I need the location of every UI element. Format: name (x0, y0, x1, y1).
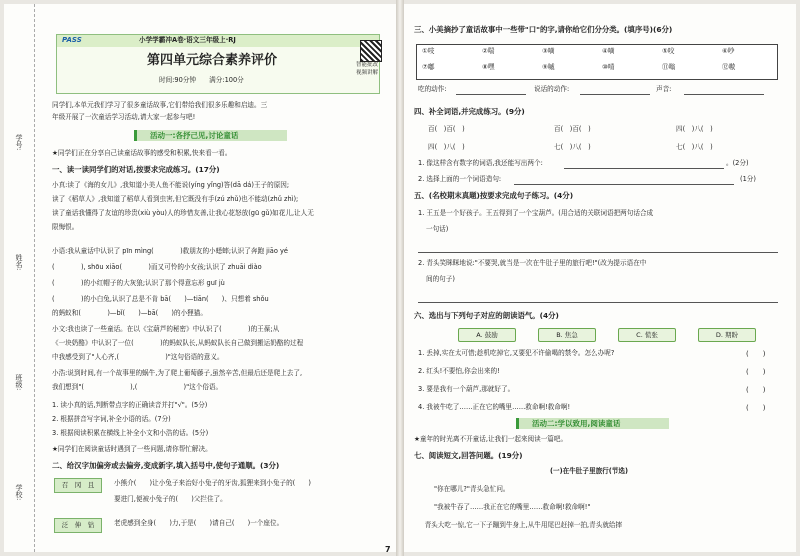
dialog-line: 小真:读了《海的女儿》,我知道小美人鱼不能说(yíng yǐng)答(dā dá)王子的原因; (52, 181, 290, 189)
answer-paren[interactable]: ( ) (746, 404, 766, 412)
idiom-blank: 百( )百( ) (554, 125, 591, 133)
dialog-line: 我们想到"( ),( )"这个俗语。 (52, 383, 223, 391)
answer-paren[interactable]: ( ) (746, 386, 766, 394)
q5-sentence-2b: 间的句子) (426, 275, 455, 283)
kou-char: ⑪嗡 (662, 63, 676, 71)
answer-line[interactable] (564, 168, 724, 169)
right-page (404, 4, 796, 552)
kou-char: ⑨嘁 (542, 63, 555, 71)
book-spine (396, 0, 404, 556)
tone-option-label: C. 慌张 (636, 331, 658, 339)
page-number: 7 (385, 545, 391, 552)
activity1-star: ★同学们正在分享自己读童话故事的感受和积累,快来看一看。 (52, 149, 232, 157)
page-title: 第四单元综合素养评价 (147, 53, 278, 68)
answer-line[interactable] (514, 184, 734, 185)
answer-paren[interactable]: ( ) (746, 350, 766, 358)
kou-char: ⑩啃 (602, 63, 615, 71)
activity1-title: 活动一:各抒己见,讨论童话 (150, 131, 239, 140)
tone-option-label: B. 焦急 (556, 331, 578, 339)
student-info-strip (8, 4, 44, 552)
kou-char: ①吱 (422, 47, 435, 55)
char-group-1 (54, 478, 102, 493)
kou-char: ⑧嘿 (482, 63, 495, 71)
dialog-line: 小浩:说到时间,有一个故事里的蜗牛,为了爬上葡萄藤子,虽然辛苦,但最后还是爬上去了, (52, 369, 303, 377)
activity2-star: ★童年的时光离不开童话,让我们一起来阅读一篇吧。 (414, 435, 568, 443)
q3-heading: 三、小美摘抄了童话故事中一些带"口"的字,请你给它们分分类。(填序号)(6分) (414, 25, 673, 34)
kou-char: ③嘀 (542, 47, 555, 55)
dialog-line: 小语:我从童话中认识了 pīn mìng( )救朋友的小蟋蟀;认识了奔跑 jiāo yé (52, 247, 288, 255)
label-name: 姓名: (15, 254, 23, 271)
answer-line[interactable] (580, 94, 650, 95)
q2-heading: 二、给汉字加偏旁或去偏旁,变成新字,填入括号中,使句子通顺。(3分) (52, 461, 280, 470)
char-group-1-text: 召 冈 且 (61, 481, 95, 489)
dialog-line: 限悔恨。 (52, 223, 79, 231)
intro-line-1: 同学们,本单元我们学习了很多童话故事,它们带给我们很多乐趣和启迪。三 (52, 101, 268, 109)
q1-sub-1: 1. 读小真的话,判断带点字的正确读音并打"√"。(5分) (52, 401, 208, 409)
q2-sentence-1a: 小熊介( )让小兔子来治好小兔子的牙齿,狐狸来到小兔子的( ) (114, 479, 312, 487)
title-banner (56, 34, 380, 94)
activity1-star-2: ★同学们在阅读童话时遇到了一些问题,请你帮忙解决。 (52, 445, 212, 453)
kou-char: ⑦嘟 (422, 63, 435, 71)
story-line: "我被牛吞了……我正在它的嘴里……救命啊!救命啊!" (434, 503, 591, 511)
q6-item: 2. 红头!不要怕,你会出来的! (418, 367, 500, 375)
q6-heading: 六、选出与下列句子对应的朗读语气。(4分) (414, 311, 559, 320)
answer-line[interactable] (684, 94, 764, 95)
kou-char: ⑥吵 (722, 47, 735, 55)
q5-sentence-2: 2. 青头笑眯眯地说:"不要哭,就当是一次在牛肚子里的旅行吧!"(改为提示语在中 (418, 259, 647, 267)
tone-option (698, 328, 756, 342)
qr-note-2: 视频讲解 (356, 70, 379, 76)
qr-note-1: 智能批改 (356, 62, 379, 68)
exam-meta: 时间:90分钟 满分:100分 (159, 76, 244, 84)
q5-sentence-1: 1. 王五是一个好孩子。王五得到了一个宝葫芦。(用合适的关联词语把两句话合成 (418, 209, 654, 217)
left-page (4, 4, 396, 552)
q5-sentence-1b: 一句话) (426, 225, 449, 233)
series-name: 小学学霸冲A卷·语文三年级上·RJ (139, 36, 236, 44)
story-line: 青头大吃一惊,它一下子蹦到牛身上,从牛用尾巴赶掉一拍,青头就给摔 (418, 521, 623, 529)
q6-item: 3. 要是我有一个葫芦,那就好了。 (418, 385, 515, 393)
idiom-blank: 百( )百( ) (428, 125, 465, 133)
q4-sub-2-score: (1分) (740, 175, 756, 183)
dialog-line: 《一块奶酪》中认识了一位( )的蚂蚁队长,从蚂蚁队长自己做到搬运奶酪的过程 (52, 339, 304, 347)
dialog-line: ( )的小白兔,认识了总是不肯 bā( )—tiān( )、只想着 shǒu (52, 295, 269, 303)
story-title: (一)在牛肚子里旅行(节选) (550, 467, 628, 475)
qr-code-icon[interactable] (360, 40, 382, 62)
answer-paren[interactable]: ( ) (746, 368, 766, 376)
answer-line[interactable] (418, 302, 778, 303)
q4-sub-2: 2. 选择上面的一个词语造句: (418, 175, 502, 183)
dialog-line: 小文:我也读了一些童话。在以《宝葫芦的秘密》中认识了( )的王葆;从 (52, 325, 280, 333)
q1-heading: 一、读一读同学们的对话,按要求完成练习。(17分) (52, 165, 220, 174)
idiom-blank: 七( )八( ) (554, 143, 591, 151)
dialog-line: 的蚂蚁和( )—bǐ( )—bā( )的小狸猫。 (52, 309, 207, 317)
story-line: "你在哪儿?"青头急忙问。 (434, 485, 510, 493)
dialog-line: 读了童话我懂得了友谊的珍贵(xiù yòu)人的珍惜友善,让我心花怒放(gū gǔ)如花儿,让人无 (52, 209, 314, 217)
answer-line[interactable] (456, 94, 526, 95)
q4-sub-1: 1. 像这样含有数字的词语,我还能写出两个: (418, 159, 543, 167)
tone-option-label: D. 期盼 (715, 331, 739, 339)
q4-heading: 四、补全词语,并完成练习。(9分) (414, 107, 525, 116)
tone-option-label: A. 鼓励 (476, 331, 498, 339)
label-school: 学校: (15, 484, 23, 501)
char-group-2-text: 泛 伸 钻 (61, 521, 95, 529)
q7-heading: 七、阅读短文,回答问题。(19分) (414, 451, 523, 460)
q6-item: 1. 丢掉,实在太可惜;趁机吃掉它,又要犯不许偷喝的禁令。怎么办呢? (418, 349, 615, 357)
kou-char: ②喘 (482, 47, 495, 55)
q1-sub-3: 3. 根据阅读积累在横线上补全小文和小浩的话。(5分) (52, 429, 209, 437)
q1-sub-2: 2. 根据拼音写字词,补全小语的话。(7分) (52, 415, 171, 423)
answer-line[interactable] (418, 252, 778, 253)
kou-category-speak: 说话的动作: (534, 85, 570, 93)
dialog-line: ( ), shōu xiāo( )而又可怜的小女孩;认识了 zhuāi diào (52, 263, 262, 271)
tone-option (618, 328, 676, 342)
kou-char: ⑤咬 (662, 47, 675, 55)
tone-option (538, 328, 596, 342)
brand-logo: PASS (62, 36, 82, 44)
idiom-blank: 四( )八( ) (428, 143, 465, 151)
intro-line-2: 年级开展了一次童话学习活动,请大家一起参与吧! (52, 113, 196, 121)
dialog-line: ( )的小红帽子的大灰狼;认识了那个得意忘形 guī jù (52, 279, 225, 287)
char-group-2 (54, 518, 102, 533)
q6-item: 4. 我被牛吃了……正在它的嘴里……救命啊!救命啊! (418, 403, 571, 411)
kou-category-eat: 吃的动作: (418, 85, 447, 93)
q2-sentence-2: 老虎感到全身( )力,于是( )请自己( )一个座位。 (114, 519, 284, 527)
q5-heading: 五、(名校期末真题)按要求完成句子练习。(4分) (414, 191, 574, 200)
dialog-line: 读了《稻草人》,我知道了稻草人看到虫害,但它既没有手(zú zhǔ)也不能动(zhǔ zhì); (52, 195, 299, 203)
kou-category-sound: 声音: (656, 85, 672, 93)
kou-char: ⑫嗷 (722, 63, 736, 71)
dialog-line: 中我感受到了"人心齐,( )"这句俗语的意义。 (52, 353, 224, 361)
idiom-blank: 七( )八( ) (676, 143, 713, 151)
q2-sentence-1b: 要进门,便被小兔子的( )父拦住了。 (114, 495, 227, 503)
idiom-blank: 四( )八( ) (676, 125, 713, 133)
q4-sub-1-score: 。(2分) (726, 159, 749, 167)
label-student-id: 学号: (15, 134, 23, 151)
activity2-title: 活动二:学以致用,阅读童话 (532, 419, 621, 428)
kou-char: ④嘀 (602, 47, 615, 55)
tone-option (458, 328, 516, 342)
label-class: 班级: (15, 374, 23, 391)
cut-line (34, 4, 35, 552)
